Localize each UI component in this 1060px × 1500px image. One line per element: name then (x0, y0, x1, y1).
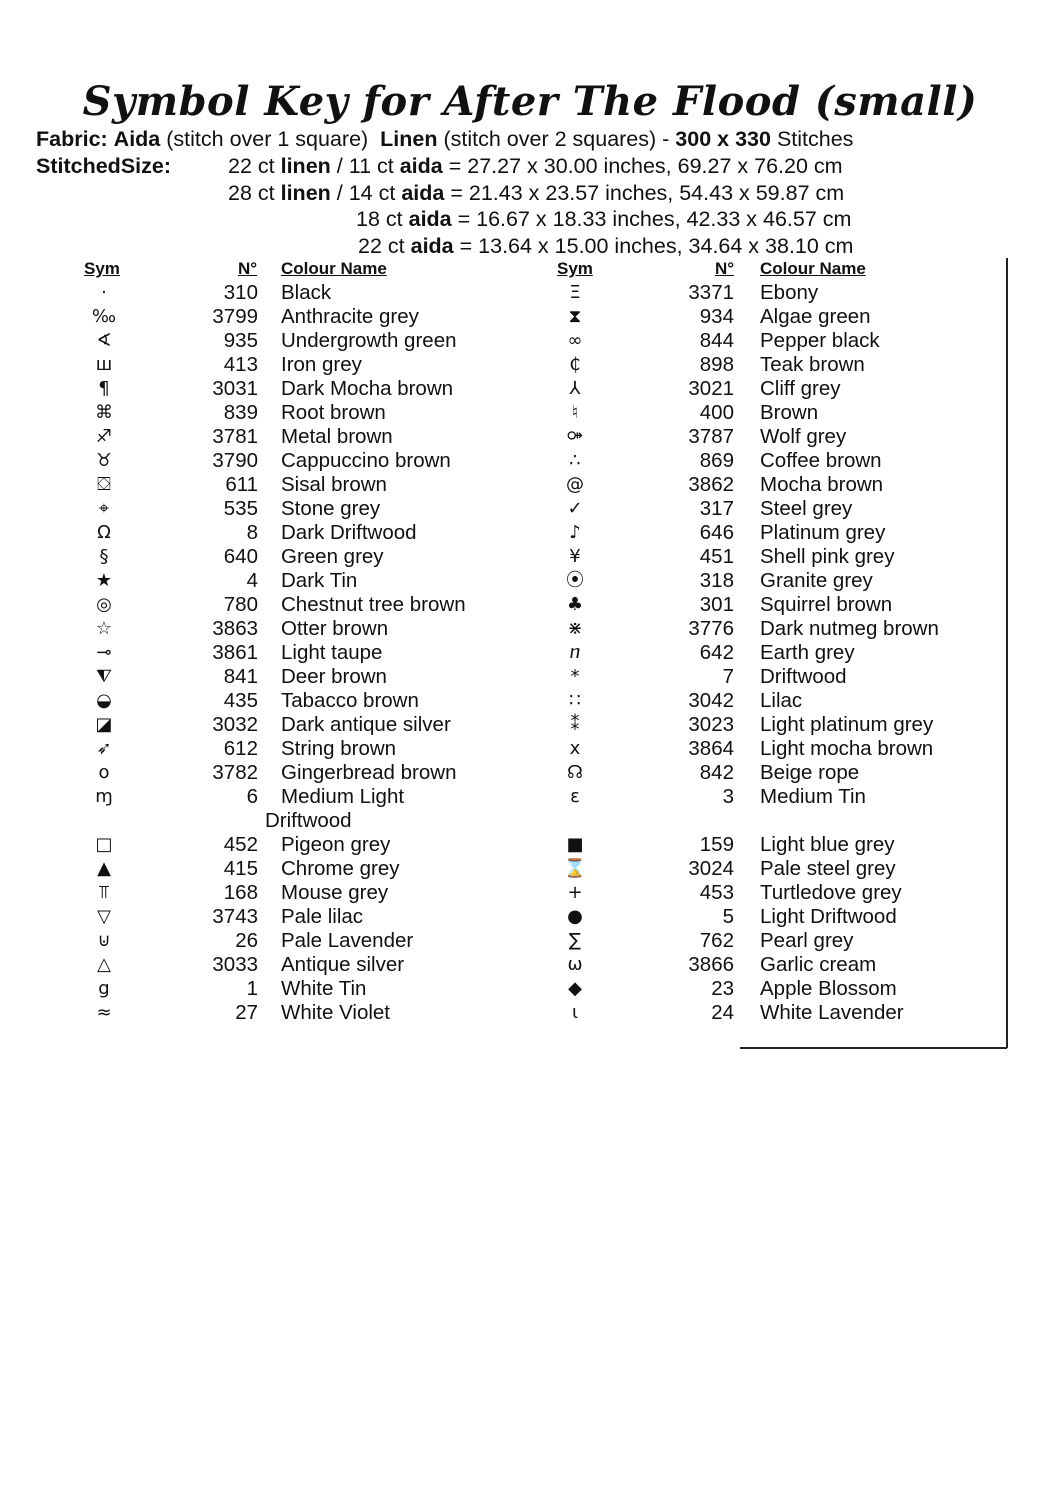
symbol-glyph: ∢ (96, 330, 112, 351)
stitches-word: Stitches (776, 127, 854, 151)
colour-name: Tabacco brown (281, 689, 419, 712)
thread-number: 159 (699, 833, 734, 856)
colour-name: Metal brown (281, 425, 393, 448)
symbol-glyph: ◒ (96, 690, 112, 711)
header-num-right: N° (715, 259, 735, 278)
symbol-glyph: ш (95, 354, 113, 375)
colour-name: Dark nutmeg brown (760, 617, 939, 640)
thread-number: 453 (699, 881, 734, 904)
thread-number: 3021 (688, 377, 734, 400)
thread-number: 3024 (688, 857, 734, 880)
symbol-glyph: ∴ (569, 450, 581, 471)
symbol-glyph: ▽ (97, 906, 111, 927)
symbol-glyph: ⅄ (569, 378, 581, 399)
size-line: 28 ct linen / 14 ct aida = 21.43 x 23.57 inches, 54.43 x 59.87 cm (228, 181, 845, 205)
symbol-glyph: ¥ (569, 546, 581, 567)
symbol-glyph: ♉ (95, 450, 113, 471)
colour-name: White Tin (281, 977, 367, 1000)
symbol-glyph: ★ (95, 570, 113, 591)
linen-note: (stitch over 2 squares) - (443, 127, 670, 151)
colour-name: Light Driftwood (760, 905, 897, 928)
symbol-glyph: ∑ (568, 930, 582, 951)
thread-number: 413 (223, 353, 258, 376)
thread-number: 3862 (688, 473, 734, 496)
colour-name: Algae green (760, 305, 871, 328)
thread-number: 3371 (688, 281, 734, 304)
thread-number: 435 (223, 689, 258, 712)
colour-name: Light taupe (281, 641, 383, 664)
symbol-glyph: ♣ (566, 594, 584, 615)
thread-number: 415 (223, 857, 258, 880)
thread-number: 168 (223, 881, 258, 904)
thread-number: 4 (246, 569, 258, 592)
thread-number: 26 (235, 929, 258, 952)
symbol-glyph: ☊ (567, 762, 583, 783)
symbol-glyph: Ω (97, 522, 111, 543)
symbol-glyph: △ (97, 954, 111, 975)
symbol-glyph: ⚩ (567, 426, 583, 447)
colour-name: Light blue grey (760, 833, 895, 856)
symbol-glyph: ◪ (95, 714, 113, 735)
colour-name: Cappuccino brown (281, 449, 451, 472)
colour-name: Beige rope (760, 761, 860, 784)
symbol-glyph: ▲ (97, 858, 111, 879)
thread-number: 7 (722, 665, 734, 688)
thread-number: 3863 (212, 617, 258, 640)
colour-name: Medium Tin (760, 785, 866, 808)
symbol-glyph: ⴖ (569, 642, 581, 663)
thread-number: 301 (699, 593, 734, 616)
colour-name: White Violet (281, 1001, 391, 1024)
thread-number: 3031 (212, 377, 258, 400)
symbol-glyph: + (567, 882, 583, 903)
symbol-glyph: ⌖ (98, 498, 110, 519)
thread-number: 452 (223, 833, 258, 856)
colour-name: Dark Tin (281, 569, 358, 592)
thread-number: 318 (699, 569, 734, 592)
colour-name: Iron grey (281, 353, 362, 376)
thread-number: 640 (223, 545, 258, 568)
colour-name: Pale steel grey (760, 857, 896, 880)
symbol-glyph: ∷ (569, 690, 581, 711)
thread-number: 3866 (688, 953, 734, 976)
colour-name: Dark Mocha brown (281, 377, 454, 400)
colour-name: Chestnut tree brown (281, 593, 466, 616)
colour-name: White Lavender (760, 1001, 904, 1024)
symbol-glyph: ♐ (95, 426, 113, 447)
symbol-glyph: ● (567, 906, 583, 927)
thread-number: 5 (722, 905, 734, 928)
symbol-glyph: ≈ (96, 1002, 112, 1023)
colour-name: Light platinum grey (760, 713, 934, 736)
thread-number: 23 (711, 977, 734, 1000)
symbol-glyph: ⌘ (95, 402, 113, 423)
colour-name: Wolf grey (760, 425, 847, 448)
symbol-glyph: ♪ (569, 522, 581, 543)
page-title (0, 78, 1060, 125)
symbol-glyph: § (99, 546, 109, 567)
symbol-glyph: ◎ (96, 594, 112, 615)
colour-name: Cliff grey (760, 377, 841, 400)
colour-name: Dark antique silver (281, 713, 451, 736)
thread-number: 535 (223, 497, 258, 520)
thread-number: 839 (223, 401, 258, 424)
header-num-left: N° (238, 259, 258, 278)
header-name-right: Colour Name (760, 259, 866, 278)
thread-number: 3787 (688, 425, 734, 448)
colour-name: Apple Blossom (760, 977, 897, 1000)
aida-note: (stitch over 1 square) (166, 127, 369, 151)
symbol-glyph: □ (95, 834, 113, 855)
symbol-glyph: ⧨ (95, 666, 113, 687)
colour-name: Anthracite grey (281, 305, 419, 328)
colour-name: Light mocha brown (760, 737, 934, 760)
symbol-glyph: ⫪ (98, 882, 110, 903)
thread-number: 317 (699, 497, 734, 520)
header-sym-left: Sym (84, 259, 120, 278)
thread-number: 642 (699, 641, 734, 664)
colour-name: Black (281, 281, 332, 304)
colour-name: Chrome grey (281, 857, 400, 880)
symbol-glyph: ⊍ (97, 930, 111, 951)
colour-name: Undergrowth green (281, 329, 457, 352)
linen-label: Linen (380, 127, 438, 151)
colour-name: Earth grey (760, 641, 855, 664)
symbol-glyph: ⛋ (97, 474, 111, 495)
colour-name: Root brown (281, 401, 386, 424)
colour-name: Gingerbread brown (281, 761, 457, 784)
thread-number: 935 (223, 329, 258, 352)
symbol-glyph: ⧗ (568, 306, 582, 327)
thread-number: 898 (699, 353, 734, 376)
fabric-line (36, 126, 853, 152)
colour-name: Granite grey (760, 569, 873, 592)
symbol-glyph: ⁑ (570, 714, 580, 735)
symbol-glyph: g (98, 978, 110, 999)
thread-number: 646 (699, 521, 734, 544)
thread-number: 3790 (212, 449, 258, 472)
colour-name: Lilac (760, 689, 803, 712)
title-prefix: Symbol Key for (82, 78, 430, 125)
symbol-glyph: ➶ (96, 738, 112, 759)
thread-number: 611 (225, 473, 258, 496)
symbol-glyph: · (101, 282, 107, 303)
thread-number: 3799 (212, 305, 258, 328)
thread-number: 1 (246, 977, 258, 1000)
symbol-glyph: ∞ (567, 330, 583, 351)
symbol-glyph: ɩ (571, 1002, 579, 1023)
symbol-glyph: ✓ (567, 498, 583, 519)
fabric-label: Fabric: (36, 127, 108, 151)
header-name-left: Colour Name (281, 259, 387, 278)
colour-name: Teak brown (760, 353, 865, 376)
symbol-glyph: ω (567, 954, 583, 975)
thread-number: 3864 (688, 737, 734, 760)
thread-number: 24 (711, 1001, 734, 1024)
table-border-right (1006, 258, 1008, 1048)
thread-number: 3042 (688, 689, 734, 712)
symbol-glyph: ◆ (568, 978, 582, 999)
symbol-glyph: ⌛ (563, 858, 587, 879)
symbol-glyph: ₵ (569, 354, 581, 375)
thread-number: 934 (699, 305, 734, 328)
size-line: 22 ct aida = 13.64 x 15.00 inches, 34.64 x 38.10 cm (358, 234, 854, 258)
colour-name: Pale Lavender (281, 929, 414, 952)
stitches-count: 300 x 330 (675, 127, 771, 151)
colour-name: Mouse grey (281, 881, 389, 904)
symbol-glyph: ɱ (95, 786, 113, 807)
colour-name: Pearl grey (760, 929, 854, 952)
symbol-glyph: o (98, 762, 110, 783)
thread-number: 3 (722, 785, 734, 808)
thread-number: 8 (246, 521, 258, 544)
thread-number: 844 (699, 329, 734, 352)
colour-name: Antique silver (281, 953, 405, 976)
colour-name: Garlic cream (760, 953, 877, 976)
colour-name: Dark Driftwood (281, 521, 417, 544)
colour-name: Brown (760, 401, 819, 424)
thread-number: 3782 (212, 761, 258, 784)
colour-name: Steel grey (760, 497, 853, 520)
colour-name: Sisal brown (281, 473, 387, 496)
aida-label: Aida (113, 127, 161, 151)
thread-number: 310 (223, 281, 258, 304)
thread-number: 6 (246, 785, 258, 808)
title-pattern-name: After The Flood (small) (443, 78, 978, 125)
thread-number: 27 (235, 1001, 258, 1024)
symbol-glyph: ⊸ (96, 642, 112, 663)
colour-name-continued: Driftwood (265, 809, 352, 832)
symbol-glyph: ⦿ (566, 570, 584, 591)
symbol-glyph: ☆ (95, 618, 113, 639)
thread-number: 3032 (212, 713, 258, 736)
colour-name: Green grey (281, 545, 384, 568)
thread-number: 451 (699, 545, 734, 568)
colour-name: String brown (281, 737, 397, 760)
colour-name: Pigeon grey (281, 833, 391, 856)
thread-number: 3861 (212, 641, 258, 664)
colour-name: Squirrel brown (760, 593, 893, 616)
stitched-size-label: StitchedSize: (36, 154, 171, 178)
symbol-glyph: ■ (566, 834, 584, 855)
thread-number: 780 (223, 593, 258, 616)
colour-name: Pepper black (760, 329, 880, 352)
colour-name: Coffee brown (760, 449, 882, 472)
colour-name: Deer brown (281, 665, 387, 688)
size-line: 18 ct aida = 16.67 x 18.33 inches, 42.33 x 46.57 cm (356, 207, 852, 231)
symbol-glyph: x (569, 738, 581, 759)
colour-name: Shell pink grey (760, 545, 895, 568)
thread-number: 3781 (212, 425, 258, 448)
thread-number: 869 (699, 449, 734, 472)
symbol-glyph: ¶ (98, 378, 110, 399)
symbol-glyph: ‰ (91, 306, 117, 327)
colour-name: Mocha brown (760, 473, 884, 496)
thread-number: 612 (223, 737, 258, 760)
thread-number: 3023 (688, 713, 734, 736)
header-sym-right: Sym (557, 259, 593, 278)
symbol-glyph: * (570, 666, 580, 687)
symbol-glyph: ⋇ (567, 618, 583, 639)
size-line: 22 ct linen / 11 ct aida = 27.27 x 30.00 inches, 69.27 x 76.20 cm (228, 154, 843, 178)
table-border-bottom (740, 1047, 1007, 1049)
symbol-glyph: ɛ (570, 786, 580, 807)
thread-number: 842 (699, 761, 734, 784)
colour-name: Otter brown (281, 617, 389, 640)
thread-number: 762 (699, 929, 734, 952)
colour-name: Platinum grey (760, 521, 886, 544)
colour-name: Turtledove grey (760, 881, 902, 904)
colour-name: Pale lilac (281, 905, 364, 928)
thread-number: 400 (699, 401, 734, 424)
colour-name: Driftwood (760, 665, 847, 688)
colour-name: Medium Light (281, 785, 405, 808)
symbol-glyph: @ (566, 474, 584, 495)
symbol-glyph: ♮ (571, 402, 579, 423)
thread-number: 3033 (212, 953, 258, 976)
thread-number: 3776 (688, 617, 734, 640)
thread-number: 841 (223, 665, 258, 688)
symbol-glyph: Ξ (569, 282, 581, 303)
colour-name: Stone grey (281, 497, 381, 520)
thread-number: 3743 (212, 905, 258, 928)
colour-name: Ebony (760, 281, 819, 304)
